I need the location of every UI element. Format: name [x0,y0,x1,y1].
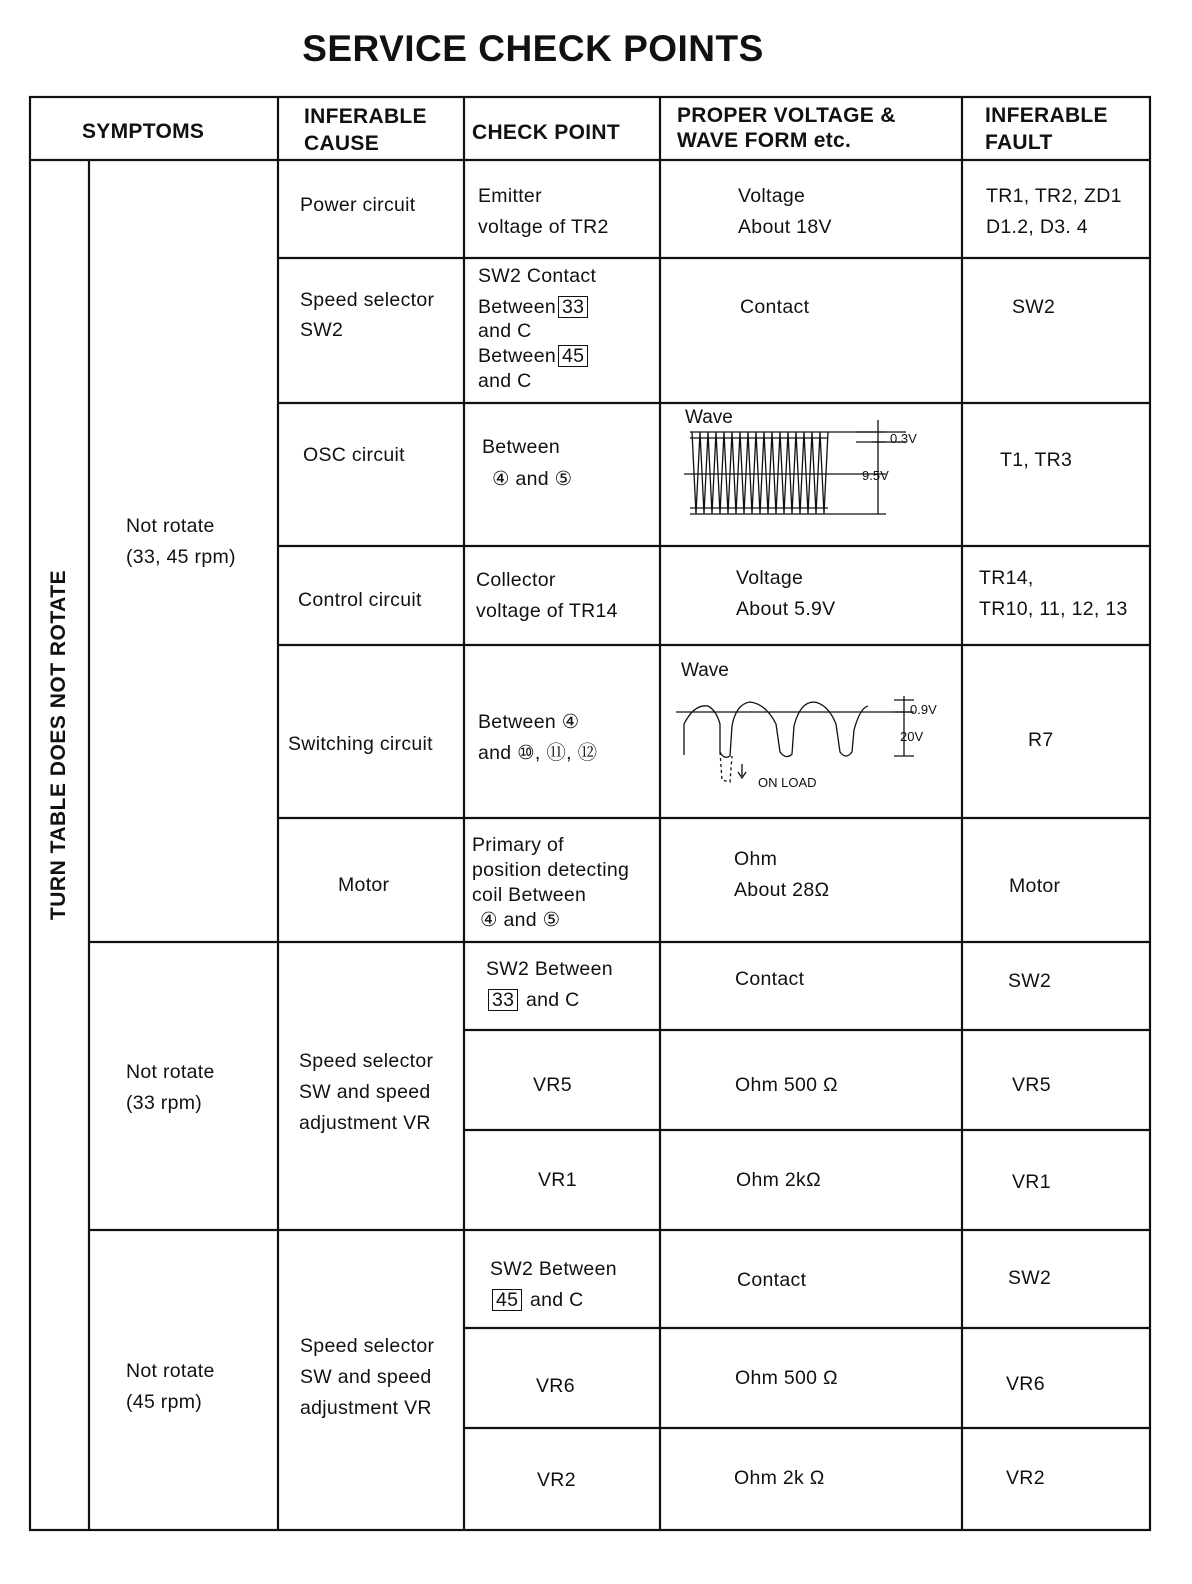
power-fault-line2: D1.2, D3. 4 [986,216,1088,238]
switching-wave-label: Wave [681,660,729,681]
g3-sw-check-line1: SW2 Between [490,1258,617,1280]
switching-check-line2: and ⑩, ⑪, ⑫ [478,742,598,764]
control-check-line2: voltage of TR14 [476,600,618,622]
motor-check-line3: coil Between [472,884,587,906]
switching-wave-value-2: 20V [900,729,924,744]
control-volt-line1: Voltage [736,567,804,589]
g3-vr6-volt: Ohm 500 Ω [735,1367,838,1389]
power-cause: Power circuit [300,194,416,216]
symptom-g3-line1: Not rotate [126,1360,215,1382]
g3-sw-fault: SW2 [1008,1267,1052,1289]
speed-cause-line2: SW2 [300,319,344,341]
power-check-line1: Emitter [478,185,542,207]
motor-check-line2: position detecting [472,859,630,881]
header-cause-line2: CAUSE [304,132,380,155]
osc-wave-label: Wave [685,407,733,428]
symptom-g1-line1: Not rotate [126,515,215,537]
g3-cause-line2: SW and speed [300,1366,432,1388]
g2-cause-line2: SW and speed [299,1081,431,1103]
g2-sw-check-line1: SW2 Between [486,958,613,980]
g2-vr5-check: VR5 [533,1074,572,1096]
speed-check-line3: and C [478,320,532,342]
header-fault-line1: INFERABLE [985,104,1108,127]
header-fault-line2: FAULT [985,131,1053,154]
symptom-g1-line2: (33, 45 rpm) [126,546,236,568]
switching-cause: Switching circuit [288,733,433,755]
g2-vr1-check: VR1 [538,1169,577,1191]
g3-sw-volt: Contact [737,1269,807,1291]
power-volt-line1: Voltage [738,185,806,207]
g3-sw-check-line2: 45 and C [490,1285,584,1315]
control-check-line1: Collector [476,569,556,591]
header-voltage-line2: WAVE FORM etc. [677,129,852,152]
osc-wave-value-2: 9.5V [862,468,889,483]
motor-fault: Motor [1009,875,1061,897]
symptom-g2-line1: Not rotate [126,1061,215,1083]
g3-vr6-fault: VR6 [1006,1373,1045,1395]
g2-vr1-fault: VR1 [1012,1171,1051,1193]
g3-vr2-volt: Ohm 2k Ω [734,1467,825,1489]
motor-volt-line1: Ohm [734,848,778,870]
g2-sw-33-box: 33 [488,989,518,1011]
speed-check-line2: Between 33 [478,292,590,322]
osc-check-line1: Between [482,436,560,458]
header-symptoms: SYMPTOMS [82,120,205,143]
switching-check-line1: Between ④ [478,711,580,733]
speed-check-line1: SW2 Contact [478,265,597,287]
g2-sw-volt: Contact [735,968,805,990]
switching-fault: R7 [1028,729,1054,751]
speed-33-box: 33 [558,296,588,318]
group-label-vertical: TURN TABLE DOES NOT ROTATE [47,569,70,921]
speed-45-box: 45 [558,345,588,367]
osc-wave-value-1: 0.3V [890,431,917,446]
power-volt-line2: About 18V [738,216,832,238]
g2-sw-fault: SW2 [1008,970,1052,992]
g3-vr6-check: VR6 [536,1375,575,1397]
motor-volt-line2: About 28Ω [734,879,830,901]
header-voltage-line1: PROPER VOLTAGE & [677,104,896,127]
g3-cause-line3: adjustment VR [300,1397,432,1419]
motor-check-line1: Primary of [472,834,564,856]
osc-check-line2: ④ and ⑤ [492,468,573,490]
g2-vr1-volt: Ohm 2kΩ [736,1169,821,1191]
page-title: SERVICE CHECK POINTS [302,28,764,69]
symptom-g2-line2: (33 rpm) [126,1092,203,1114]
switching-wave-value-3: ON LOAD [758,775,817,790]
speed-check-line5: and C [478,370,532,392]
g3-vr2-check: VR2 [537,1469,576,1491]
speed-check-line4: Between 45 [478,341,590,371]
header-cause-line1: INFERABLE [304,105,427,128]
power-check-line2: voltage of TR2 [478,216,609,238]
control-cause: Control circuit [298,589,422,611]
speed-cause-line1: Speed selector [300,289,435,311]
motor-cause: Motor [338,874,390,896]
g2-vr5-fault: VR5 [1012,1074,1051,1096]
speed-volt: Contact [740,296,810,318]
header-check-point: CHECK POINT [472,121,620,144]
g3-sw-45-box: 45 [492,1289,522,1311]
motor-check-line4: ④ and ⑤ [480,909,561,931]
speed-fault: SW2 [1012,296,1056,318]
g3-vr2-fault: VR2 [1006,1467,1045,1489]
osc-waveform [676,418,926,523]
control-volt-line2: About 5.9V [736,598,836,620]
g3-cause-line1: Speed selector [300,1335,435,1357]
control-fault-line2: TR10, 11, 12, 13 [979,598,1128,620]
switching-waveform [672,690,952,800]
g2-cause-line3: adjustment VR [299,1112,431,1134]
osc-fault: T1, TR3 [1000,449,1073,471]
g2-cause-line1: Speed selector [299,1050,434,1072]
osc-cause: OSC circuit [303,444,405,466]
g2-vr5-volt: Ohm 500 Ω [735,1074,838,1096]
switching-wave-value-1: 0.9V [910,702,937,717]
control-fault-line1: TR14, [979,567,1034,589]
g2-sw-check-line2: 33 and C [486,985,580,1015]
symptom-g3-line2: (45 rpm) [126,1391,203,1413]
power-fault-line1: TR1, TR2, ZD1 [986,185,1122,207]
